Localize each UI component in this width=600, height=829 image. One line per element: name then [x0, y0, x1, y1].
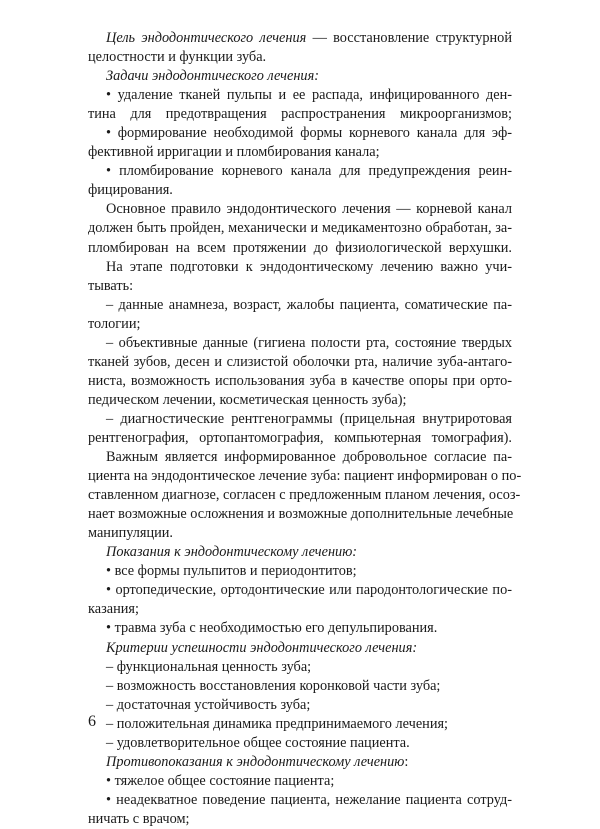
line-text: манипуляции.	[88, 525, 174, 542]
italic-heading: Показания к эндодонтическому лечению:	[106, 544, 358, 561]
line-text: фективной ирригации и пломбирования канала;	[88, 144, 380, 161]
text-line	[88, 810, 512, 829]
text-line	[88, 696, 512, 715]
text-line	[88, 162, 512, 181]
text-line	[88, 581, 512, 600]
line-text: • ортопедические, ортодонтические или пародонтологические по-	[106, 582, 512, 599]
italic-heading: Задачи эндодонтического лечения:	[106, 68, 319, 85]
text-line	[88, 639, 512, 658]
line-text: казания;	[88, 601, 139, 618]
line-text: ниста, возможность использования зуба в качестве опоры при орто-	[88, 372, 512, 389]
text-line	[88, 429, 512, 448]
line-text: – достаточная устойчивость зуба;	[106, 696, 311, 713]
text-line	[88, 29, 512, 48]
text-line	[88, 448, 512, 467]
line-text: Важным является информированное добровольное согласие па-	[106, 449, 512, 466]
text-line	[88, 334, 512, 353]
line-text: • пломбирование корневого канала для предупреждения реин-	[106, 163, 512, 180]
text-line	[88, 258, 512, 277]
line-text: тологии;	[88, 315, 141, 332]
line-text: • формирование необходимой формы корневого канала для эф-	[106, 125, 512, 142]
text-line	[88, 467, 522, 486]
line-text: — восстановление структурной	[306, 30, 512, 46]
italic-heading: Противопоказания к эндодонтическому лечению	[106, 753, 405, 770]
text-line	[88, 410, 512, 429]
text-line	[88, 715, 512, 734]
text-line	[88, 524, 512, 543]
text-line	[88, 600, 512, 619]
line-text: циента на эндодонтическое лечение зуба: пациент информирован о по-	[88, 468, 522, 485]
text-line	[88, 86, 512, 105]
body-text	[88, 29, 522, 829]
text-line	[88, 353, 512, 372]
text-line	[88, 277, 512, 296]
text-line	[88, 543, 512, 562]
text-line	[88, 677, 512, 696]
line-text: Основное правило эндодонтического лечения — корневой канал	[106, 201, 512, 218]
page-number: 6	[88, 713, 96, 730]
line-text: тывать:	[88, 277, 134, 294]
line-text: пломбирован на всем протяжении до физиологической верхушки.	[88, 239, 512, 256]
italic-heading: Критерии успешности эндодонтического лечения:	[106, 639, 418, 656]
line-text: • все формы пульпитов и периодонтитов;	[106, 563, 357, 580]
text-line	[88, 105, 512, 124]
line-text: – диагностические рентгенограммы (прицельная внутриротовая	[106, 410, 512, 427]
line-text: рентгенография, ортопантомография, компьютерная томография).	[88, 429, 512, 446]
italic-heading: Цель эндодонтического лечения	[106, 30, 307, 46]
line-text: ставленном диагнозе, согласен с предложенным планом лечения, осоз-	[88, 487, 521, 504]
line-text: – положительная динамика предпринимаемого лечения;	[106, 715, 449, 732]
text-line	[88, 372, 512, 391]
text-line	[88, 48, 512, 67]
text-line	[88, 315, 512, 334]
text-line	[88, 391, 512, 410]
text-line	[88, 296, 512, 315]
line-text: • тяжелое общее состояние пациента;	[106, 772, 335, 789]
line-text: фицирования.	[88, 182, 173, 199]
line-text: ничать с врачом;	[88, 810, 190, 827]
text-line	[88, 791, 512, 810]
text-line	[88, 219, 512, 238]
line-text: • неадекватное поведение пациента, нежелание пациента сотруд-	[106, 791, 512, 808]
text-line	[88, 239, 512, 258]
text-line	[88, 753, 512, 772]
text-line	[88, 505, 512, 524]
text-line	[88, 772, 512, 791]
line-text: нает возможные осложнения и возможные дополнительные лечебные	[88, 506, 514, 523]
text-line	[88, 67, 512, 86]
line-text: На этапе подготовки к эндодонтическому лечению важно учи-	[106, 258, 512, 275]
line-text: должен быть пройден, механически и медикаментозно обработан, за-	[88, 220, 512, 237]
text-line	[88, 486, 521, 505]
line-text: тина для предотвращения распространения микроорганизмов;	[88, 106, 512, 123]
text-line	[88, 124, 512, 143]
line-text: • травма зуба с необходимостью его депульпирования.	[106, 620, 438, 637]
text-line	[88, 619, 512, 638]
line-text: педическом лечении, косметическая ценность зуба);	[88, 391, 407, 408]
text-line	[88, 143, 512, 162]
line-text: – функциональная ценность зуба;	[106, 658, 312, 675]
line-text: тканей зубов, десен и слизистой оболочки рта, наличие зуба-антаго-	[88, 353, 512, 370]
line-text: целостности и функции зуба.	[88, 49, 267, 66]
line-text: – объективные данные (гигиена полости рта, состояние твердых	[106, 334, 512, 351]
line-text: :	[404, 753, 409, 770]
text-line	[88, 562, 512, 581]
line-text: – удовлетворительное общее состояние пациента.	[106, 734, 410, 751]
line-text: – данные анамнеза, возраст, жалобы пациента, соматические па-	[106, 296, 512, 313]
text-line	[88, 658, 512, 677]
line-text: • удаление тканей пульпы и ее распада, инфицированного ден-	[106, 87, 512, 104]
text-line	[88, 181, 512, 200]
line-text: – возможность восстановления коронковой части зуба;	[106, 677, 441, 694]
text-line	[88, 200, 512, 219]
